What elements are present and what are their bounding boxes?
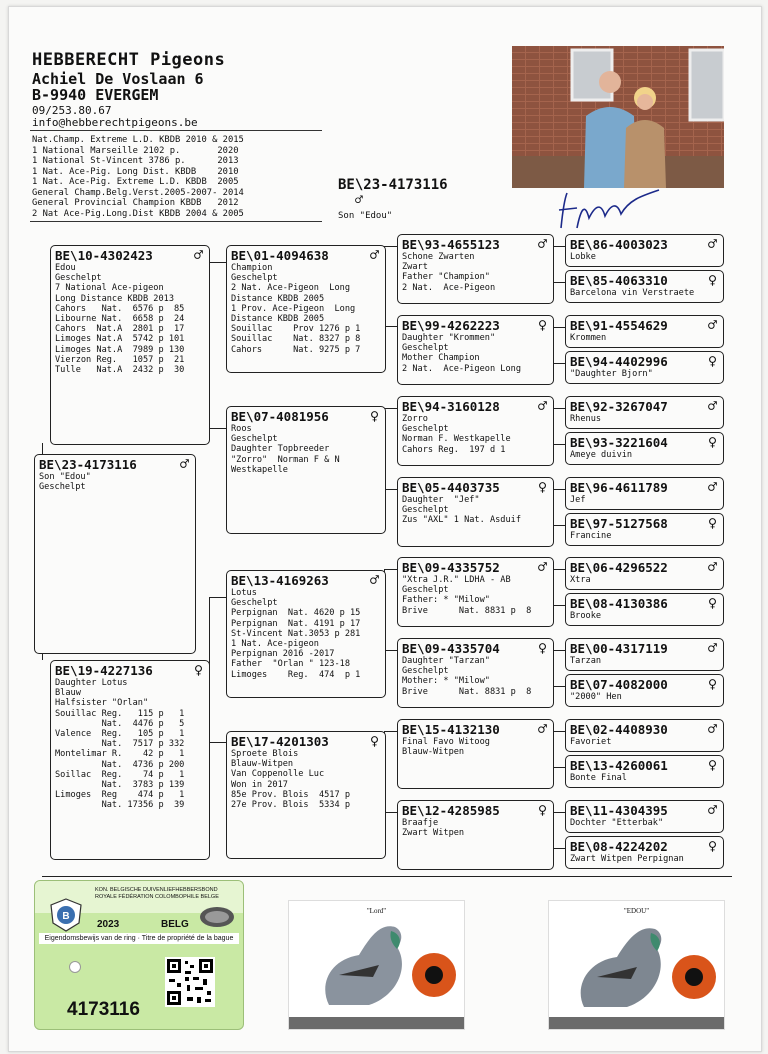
pedigree-line: Daughter "Krommen" bbox=[402, 333, 496, 343]
pedigree-line: Father "Champion" bbox=[402, 272, 490, 283]
pedigree-line: Geschelpt bbox=[402, 343, 449, 354]
male-symbol-icon: ♂ bbox=[537, 397, 547, 415]
pedigree-line: Brive Nat. 8831 p 8 bbox=[402, 605, 532, 616]
pedigree-line: 1 Prov. Ace-Pigeon Long bbox=[231, 303, 356, 314]
g4-ring: BE\13-4260061 bbox=[570, 758, 668, 773]
pedigree-line: Daughter Topbreeder bbox=[231, 444, 330, 455]
pedigree-line: Sproete Blois bbox=[231, 749, 299, 759]
pedigree-line: Souillac Reg. 115 p 1 bbox=[55, 708, 185, 719]
female-symbol-icon: ♀ bbox=[369, 732, 379, 750]
g3-ring: BE\15-4132130 bbox=[402, 722, 500, 737]
pedigree-line: Perpignan 2016 -2017 bbox=[231, 649, 335, 660]
subject-ring: BE\23-4173116 bbox=[338, 177, 448, 193]
qr-code-icon bbox=[165, 957, 215, 1007]
sire-sire-box[interactable] bbox=[226, 245, 386, 373]
pedigree-line: Final Favo Witoog bbox=[402, 737, 490, 747]
pedigree-line: Braafje bbox=[402, 818, 439, 828]
female-symbol-icon: ♀ bbox=[707, 352, 717, 370]
sire-box[interactable] bbox=[50, 245, 210, 445]
breeder-photo bbox=[512, 46, 724, 188]
g4-box[interactable] bbox=[565, 234, 724, 267]
pedigree-line: Limoges Reg. 474 p 1 bbox=[231, 669, 361, 680]
g3-box[interactable] bbox=[397, 638, 554, 708]
g4-ring: BE\06-4296522 bbox=[570, 560, 668, 575]
g4-ring: BE\02-4408930 bbox=[570, 722, 668, 737]
pedigree-line: Long Distance KBDB 2013 bbox=[55, 293, 174, 304]
female-symbol-icon: ♀ bbox=[537, 639, 547, 657]
female-symbol-icon: ♀ bbox=[707, 594, 717, 612]
pedigree-line: Geschelpt bbox=[402, 505, 449, 516]
g4-ring: BE\11-4304395 bbox=[570, 803, 668, 818]
g3-box[interactable] bbox=[397, 396, 554, 466]
pigeon-photo-icon bbox=[299, 915, 459, 1015]
g3-box[interactable] bbox=[397, 557, 554, 627]
g3-ring: BE\94-3160128 bbox=[402, 399, 500, 414]
crown-logo-icon bbox=[197, 901, 237, 929]
male-symbol-icon: ♂ bbox=[193, 246, 203, 264]
signature bbox=[555, 178, 675, 233]
g4-name: Dochter "Etterbak" bbox=[570, 818, 664, 828]
g3-box[interactable] bbox=[397, 477, 554, 547]
main-pigeon-box[interactable] bbox=[34, 454, 196, 654]
pedigree-line: Zwart bbox=[402, 262, 428, 273]
g4-box[interactable] bbox=[565, 674, 724, 707]
achievement-line: General Champ.Belg.Verst.2005-2007- 2014 bbox=[32, 187, 244, 198]
g4-name: Rhenus bbox=[570, 414, 602, 424]
pedigree-line: Distance KBDB 2005 bbox=[231, 293, 325, 304]
g4-ring: BE\08-4130386 bbox=[570, 596, 668, 611]
achievement-line: General Provincial Champion KBDB 2012 bbox=[32, 198, 239, 208]
pedigree-line: Blauw bbox=[55, 688, 81, 699]
pedigree-line: Zus "AXL" 1 Nat. Asduif bbox=[402, 515, 521, 526]
g4-name: Xtra bbox=[570, 575, 591, 585]
g4-ring: BE\08-4224202 bbox=[570, 839, 668, 854]
g3-ring: BE\93-4655123 bbox=[402, 237, 500, 252]
main-ring: BE\23-4173116 bbox=[39, 457, 137, 472]
g3-ring: BE\99-4262223 bbox=[402, 318, 500, 333]
pedigree-line: Soillac Reg. 74 p 1 bbox=[55, 769, 185, 780]
pedigree-line: 2 Nat. Ace-Pigeon Long bbox=[402, 363, 521, 374]
achievement-line: 1 National Marseille 2102 p. 2020 bbox=[32, 145, 239, 156]
svg-text:B: B bbox=[62, 911, 70, 922]
pedigree-line: Geschelpt bbox=[39, 482, 86, 493]
pigeon-card-name: "EDOU" bbox=[623, 907, 650, 915]
g3-ring: BE\05-4403735 bbox=[402, 480, 500, 495]
pedigree-line: Perpignan Nat. 4191 p 17 bbox=[231, 618, 361, 629]
male-symbol-icon: ♂ bbox=[707, 720, 717, 738]
g4-name: Jef bbox=[570, 495, 586, 505]
male-symbol-icon: ♂ bbox=[537, 720, 547, 738]
g4-name: Tarzan bbox=[570, 656, 602, 666]
achievement-line: 2 Nat Ace-Pig.Long.Dist KBDB 2004 & 2005 bbox=[32, 208, 244, 219]
federation-name-fr: ROYALE FÉDÉRATION COLOMBOPHILE BELGE bbox=[95, 894, 219, 900]
male-symbol-icon: ♂ bbox=[179, 455, 189, 473]
g4-box[interactable] bbox=[565, 755, 724, 788]
female-symbol-icon: ♀ bbox=[369, 407, 379, 425]
header-rule bbox=[30, 130, 322, 131]
breeder-name: HEBBERECHT Pigeons bbox=[32, 50, 226, 70]
female-symbol-icon: ♀ bbox=[537, 478, 547, 496]
male-symbol-icon: ♂ bbox=[707, 235, 717, 253]
pedigree-line: Geschelpt bbox=[402, 424, 449, 435]
pedigree-line: Cahors Nat.A 2801 p 17 bbox=[55, 324, 185, 335]
g4-name: Francine bbox=[570, 531, 612, 541]
g4-ring: BE\85-4063310 bbox=[570, 273, 668, 288]
sire-ring: BE\10-4302423 bbox=[55, 248, 153, 263]
ring-year: 2023 bbox=[97, 919, 120, 930]
achievement-line: Nat.Champ. Extreme L.D. KBDB 2010 & 2015 bbox=[32, 135, 244, 145]
pedigree-line: 7 National Ace-pigeon bbox=[55, 283, 164, 294]
pedigree-line: Daughter Lotus bbox=[55, 678, 128, 688]
g4-ring: BE\92-3267047 bbox=[570, 399, 668, 414]
g4-box[interactable] bbox=[565, 836, 724, 869]
dam-ring: BE\19-4227136 bbox=[55, 663, 153, 678]
breeder-phone: 09/253.80.67 bbox=[32, 104, 112, 117]
male-symbol-icon: ♂ bbox=[707, 397, 717, 415]
breeder-city: B-9940 EVERGEM bbox=[32, 86, 159, 104]
g4-name: Lobke bbox=[570, 252, 596, 262]
dd-ring: BE\17-4201303 bbox=[231, 734, 329, 749]
breeder-email: info@hebberechtpigeons.be bbox=[32, 116, 198, 129]
g4-box[interactable] bbox=[565, 270, 724, 303]
pedigree-line: Van Coppenolle Luc bbox=[231, 769, 325, 780]
ss-ring: BE\01-4094638 bbox=[231, 248, 329, 263]
pedigree-line: Daughter "Tarzan" bbox=[402, 656, 490, 666]
ring-country: BELG bbox=[161, 919, 189, 930]
male-symbol-icon: ♂ bbox=[369, 571, 379, 589]
g3-box[interactable] bbox=[397, 315, 554, 385]
pedigree-line: "Xtra J.R." LDHA - AB bbox=[402, 575, 511, 585]
male-symbol-icon: ♂ bbox=[537, 235, 547, 253]
pedigree-line: Norman F. Westkapelle bbox=[402, 434, 511, 445]
pedigree-line: Westkapelle bbox=[231, 464, 288, 475]
male-symbol-icon: ♂ bbox=[355, 193, 363, 208]
pedigree-line: Zorro bbox=[402, 414, 428, 424]
g4-name: "2000" Hen bbox=[570, 692, 622, 702]
achievement-line: 1 National St-Vincent 3786 p. 2013 bbox=[32, 156, 239, 166]
pedigree-line: Geschelpt bbox=[402, 585, 449, 596]
pedigree-line: Nat. 17356 p 39 bbox=[55, 800, 185, 811]
g4-box[interactable] bbox=[565, 396, 724, 429]
pedigree-line: Limoges Reg 474 p 1 bbox=[55, 790, 185, 801]
male-symbol-icon: ♂ bbox=[707, 801, 717, 819]
g3-ring: BE\09-4335752 bbox=[402, 560, 500, 575]
g4-ring: BE\91-4554629 bbox=[570, 318, 668, 333]
pedigree-line: Brive Nat. 8831 p 8 bbox=[402, 686, 532, 697]
subject-subtitle: Son "Edou" bbox=[338, 211, 393, 221]
pedigree-line: Valence Reg. 105 p 1 bbox=[55, 729, 185, 740]
g4-box[interactable] bbox=[565, 351, 724, 384]
g4-name: Krommen bbox=[570, 333, 607, 343]
pigeon-photo-icon bbox=[559, 915, 719, 1015]
pedigree-line: Geschelpt bbox=[402, 666, 449, 677]
g4-name: Barcelona vin Verstraete bbox=[570, 288, 695, 298]
pedigree-line: Halfsister "Orlan" bbox=[55, 698, 149, 709]
pedigree-line: "Zorro" Norman F & N bbox=[231, 454, 340, 465]
pedigree-line: Zwart Witpen bbox=[402, 828, 465, 839]
pigeon-card-name: "Lord" bbox=[366, 907, 387, 915]
g4-box[interactable] bbox=[565, 638, 724, 671]
male-symbol-icon: ♂ bbox=[707, 558, 717, 576]
sd-ring: BE\07-4081956 bbox=[231, 409, 329, 424]
pedigree-line: Blauw-Witpen bbox=[231, 759, 294, 770]
g4-name: "Daughter Bjorn" bbox=[570, 369, 653, 379]
g4-ring: BE\07-4082000 bbox=[570, 677, 668, 692]
pedigree-line: Geschelpt bbox=[231, 273, 278, 284]
g3-box[interactable] bbox=[397, 234, 554, 304]
pigeon-photo-card-left bbox=[288, 900, 465, 1030]
g4-name: Bonte Final bbox=[570, 773, 627, 783]
g4-box[interactable] bbox=[565, 800, 724, 833]
male-symbol-icon: ♂ bbox=[707, 639, 717, 657]
pedigree-line: Distance KBDB 2005 bbox=[231, 314, 325, 325]
male-symbol-icon: ♂ bbox=[537, 558, 547, 576]
pedigree-line: Nat. 4736 p 200 bbox=[55, 759, 185, 770]
ds-ring: BE\13-4169263 bbox=[231, 573, 329, 588]
g4-ring: BE\00-4317119 bbox=[570, 641, 668, 656]
pedigree-line: Souillac Nat. 8327 p 8 bbox=[231, 334, 361, 345]
pedigree-line: Blauw-Witpen bbox=[402, 747, 465, 758]
ownership-label: Eigendomsbewijs van de ring · Titre de propriété de la bague bbox=[39, 933, 239, 944]
pedigree-line: 1 Nat. Ace-pigeon bbox=[231, 639, 319, 650]
g4-ring: BE\97-5127568 bbox=[570, 516, 668, 531]
pedigree-line: Champion bbox=[231, 263, 273, 273]
achievement-line: 1 Nat. Ace-Pig. Extreme L.D. KBDB 2005 bbox=[32, 177, 239, 187]
pedigree-line: Souillac Prov 1276 p 1 bbox=[231, 324, 361, 335]
pedigree-line: St-Vincent Nat.3053 p 281 bbox=[231, 628, 361, 639]
pedigree-line: Montelimar R. 42 p 1 bbox=[55, 749, 185, 760]
g4-ring: BE\94-4402996 bbox=[570, 354, 668, 369]
achievements-rule bbox=[30, 221, 322, 222]
breeder-street: Achiel De Voslaan 6 bbox=[32, 70, 204, 88]
pedigree-line: Father "Orlan " 123-18 bbox=[231, 659, 350, 670]
g4-box[interactable] bbox=[565, 557, 724, 590]
pedigree-line: 27e Prov. Blois 5334 p bbox=[231, 800, 350, 811]
pedigree-line: 85e Prov. Blois 4517 p bbox=[231, 789, 350, 800]
g4-name: Ameye duivin bbox=[570, 450, 633, 460]
pedigree-line: Limoges Nat.A 7989 p 130 bbox=[55, 344, 185, 355]
ring-number: 4173116 bbox=[67, 999, 140, 1020]
g4-name: Brooke bbox=[570, 611, 602, 621]
pedigree-line: Nat. 7517 p 332 bbox=[55, 739, 185, 750]
pedigree-line: Daughter "Jef" bbox=[402, 495, 480, 505]
g3-ring: BE\09-4335704 bbox=[402, 641, 500, 656]
federation-name-nl: KON. BELGISCHE DUIVENLIEFHEBBERSBOND bbox=[95, 887, 218, 893]
achievement-line: 1 Nat. Ace-Pig. Long Dist. KBDB 2010 bbox=[32, 166, 239, 177]
pedigree-line: Nat. 3783 p 139 bbox=[55, 780, 185, 791]
pedigree-line: Father: * "Milow" bbox=[402, 595, 490, 606]
g4-ring: BE\96-4611789 bbox=[570, 480, 668, 495]
female-symbol-icon: ♀ bbox=[537, 316, 547, 334]
pedigree-line: Mother: * "Milow" bbox=[402, 676, 490, 687]
pedigree-line: Cahors Nat. 9275 p 7 bbox=[231, 344, 361, 355]
pedigree-line: Mother Champion bbox=[402, 353, 480, 364]
g4-box[interactable] bbox=[565, 513, 724, 546]
female-symbol-icon: ♀ bbox=[707, 756, 717, 774]
sire-dam-box[interactable] bbox=[226, 406, 386, 534]
pedigree-line: Nat. 4476 p 5 bbox=[55, 718, 185, 729]
pedigree-line: Won in 2017 bbox=[231, 779, 288, 790]
g3-ring: BE\12-4285985 bbox=[402, 803, 500, 818]
ring-ownership-card bbox=[34, 880, 244, 1030]
pedigree-line: Cahors Nat. 6576 p 85 bbox=[55, 303, 185, 314]
pedigree-line: Cahors Reg. 197 d 1 bbox=[402, 444, 506, 455]
pedigree-line: Roos bbox=[231, 424, 252, 434]
pigeon-photo-card-right bbox=[548, 900, 725, 1030]
pedigree-line: Geschelpt bbox=[231, 434, 278, 445]
pedigree-line: Lotus bbox=[231, 588, 257, 598]
pedigree-line: Limoges Nat.A 5742 p 101 bbox=[55, 334, 185, 345]
pedigree-line: Tulle Nat.A 2432 p 30 bbox=[55, 365, 185, 376]
g4-box[interactable] bbox=[565, 477, 724, 510]
pedigree-line: Schone Zwarten bbox=[402, 252, 475, 262]
pedigree-line: Edou bbox=[55, 263, 76, 273]
g4-ring: BE\86-4003023 bbox=[570, 237, 668, 252]
g4-box[interactable] bbox=[565, 719, 724, 752]
female-symbol-icon: ♀ bbox=[707, 433, 717, 451]
g4-ring: BE\93-3221604 bbox=[570, 435, 668, 450]
pedigree-line: Geschelpt bbox=[55, 273, 102, 284]
g4-name: Zwart Witpen Perpignan bbox=[570, 854, 684, 864]
pedigree-line: Libourne Nat. 6658 p 24 bbox=[55, 314, 185, 325]
g4-box[interactable] bbox=[565, 432, 724, 465]
g4-box[interactable] bbox=[565, 593, 724, 626]
female-symbol-icon: ♀ bbox=[193, 661, 203, 679]
pedigree-line: 2 Nat. Ace-Pigeon bbox=[402, 282, 496, 293]
male-symbol-icon: ♂ bbox=[369, 246, 379, 264]
g3-box[interactable] bbox=[397, 800, 554, 870]
g3-box[interactable] bbox=[397, 719, 554, 789]
female-symbol-icon: ♀ bbox=[707, 514, 717, 532]
female-symbol-icon: ♀ bbox=[707, 837, 717, 855]
male-symbol-icon: ♂ bbox=[707, 478, 717, 496]
dam-dam-box[interactable] bbox=[226, 731, 386, 859]
federation-logo-icon bbox=[49, 897, 83, 933]
female-symbol-icon: ♀ bbox=[707, 271, 717, 289]
g4-box[interactable] bbox=[565, 315, 724, 348]
pedigree-line: Vierzon Reg. 1057 p 21 bbox=[55, 354, 185, 365]
pedigree-line: Son "Edou" bbox=[39, 472, 91, 482]
female-symbol-icon: ♀ bbox=[707, 675, 717, 693]
g4-name: Favoriet bbox=[570, 737, 612, 747]
pedigree-line: Perpignan Nat. 4620 p 15 bbox=[231, 608, 361, 619]
female-symbol-icon: ♀ bbox=[537, 801, 547, 819]
pedigree-line: 2 Nat. Ace-Pigeon Long bbox=[231, 283, 350, 294]
pedigree-line: Geschelpt bbox=[231, 598, 278, 609]
dam-box[interactable] bbox=[50, 660, 210, 860]
male-symbol-icon: ♂ bbox=[707, 316, 717, 334]
dam-sire-box[interactable] bbox=[226, 570, 386, 698]
